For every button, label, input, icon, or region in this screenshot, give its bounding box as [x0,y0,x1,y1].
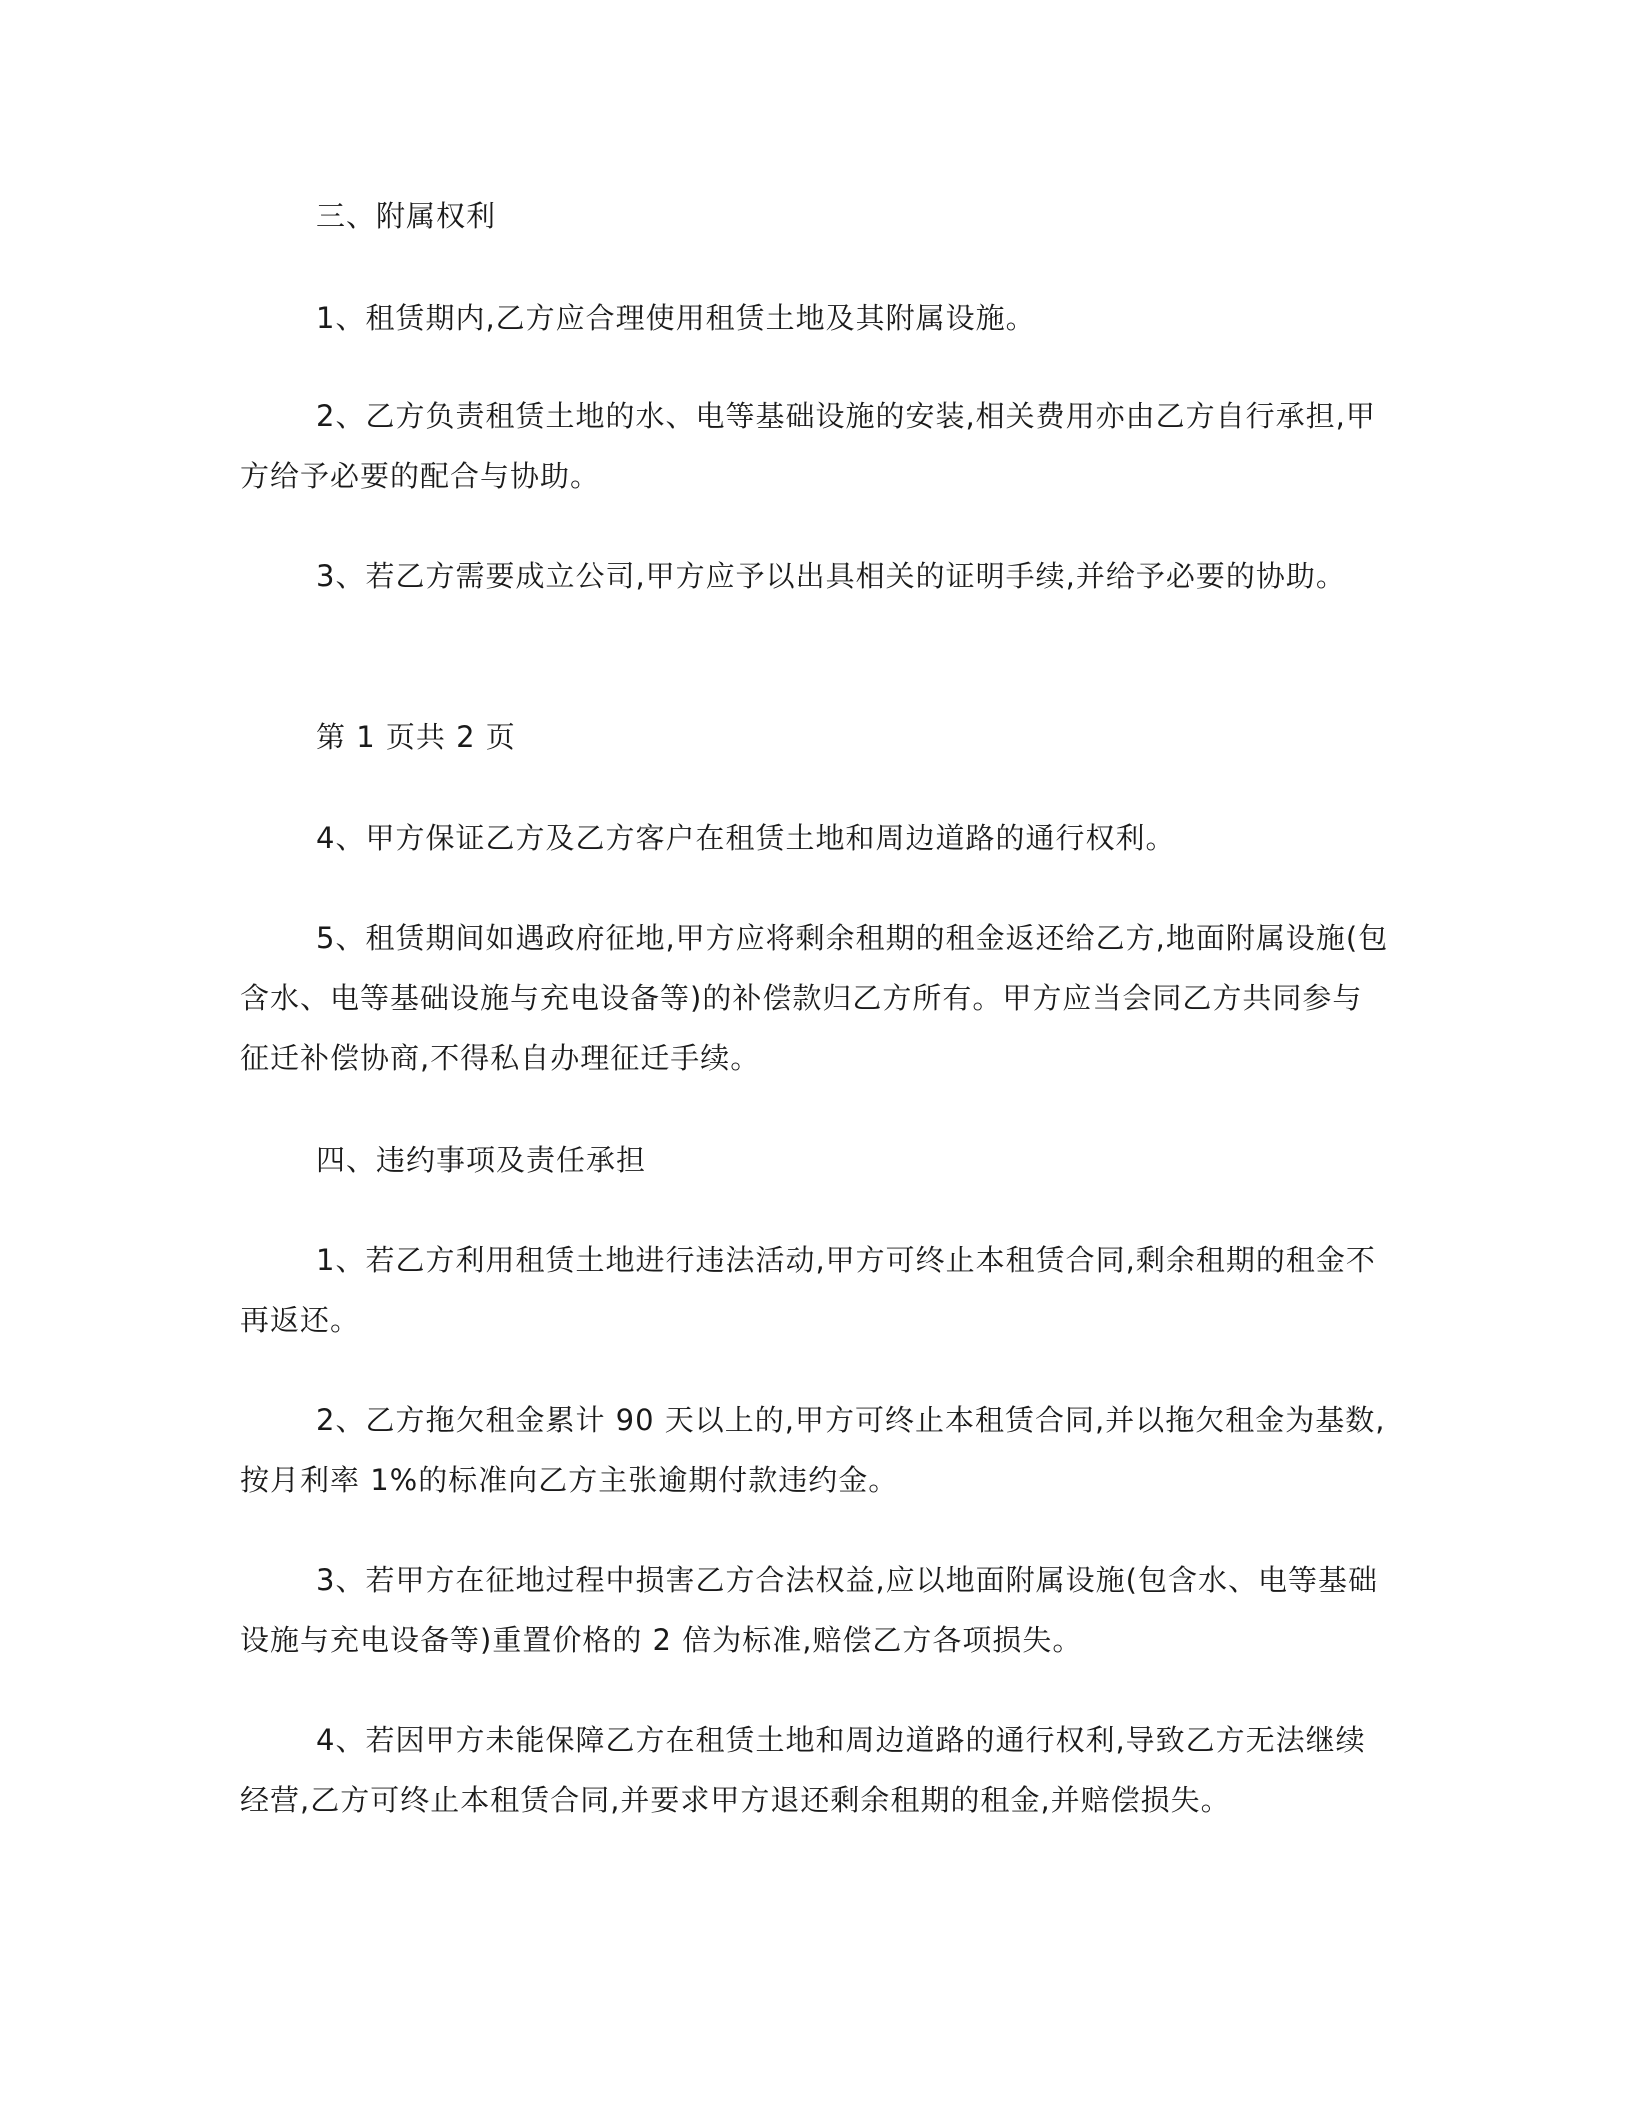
page-number-text: 第 1 页共 2 页 [316,720,516,754]
section-heading-appurtenant-rights: 三、附属权利 [316,199,497,233]
clause-4-3: 3、若甲方在征地过程中损害乙方合法权益,应以地面附属设施(包含水、电等基础设施与充电设备等)重置价格的 2 倍为标准,赔偿乙方各项损失。 [240,1563,1378,1657]
clause-3-1: 1、租赁期内,乙方应合理使用租赁土地及其附属设施。 [316,301,1036,335]
clause-3-3: 3、若乙方需要成立公司,甲方应予以出具相关的证明手续,并给予必要的协助。 [316,559,1346,593]
clause-3-2: 2、乙方负责租赁土地的水、电等基础设施的安装,相关费用亦由乙方自行承担,甲方给予必要的配合与协助。 [240,399,1376,493]
clause-3-4: 4、甲方保证乙方及乙方客户在租赁土地和周边道路的通行权利。 [316,821,1176,855]
clause-4-2: 2、乙方拖欠租金累计 90 天以上的,甲方可终止本租赁合同,并以拖欠租金为基数,按月利率 1%的标准向乙方主张逾期付款违约金。 [240,1403,1386,1497]
clause-3-5: 5、租赁期间如遇政府征地,甲方应将剩余租期的租金返还给乙方,地面附属设施(包含水、电等基础设施与充电设备等)的补偿款归乙方所有。甲方应当会同乙方共同参与征迁补偿协商,不得私自办理征迁手续。 [240,921,1389,1075]
clause-4-4: 4、若因甲方未能保障乙方在租赁土地和周边道路的通行权利,导致乙方无法继续经营,乙方可终止本租赁合同,并要求甲方退还剩余租期的租金,并赔偿损失。 [240,1723,1366,1817]
clause-4-1: 1、若乙方利用租赁土地进行违法活动,甲方可终止本租赁合同,剩余租期的租金不再返还。 [240,1243,1376,1337]
section-heading-breach-liability: 四、违约事项及责任承担 [316,1143,647,1177]
